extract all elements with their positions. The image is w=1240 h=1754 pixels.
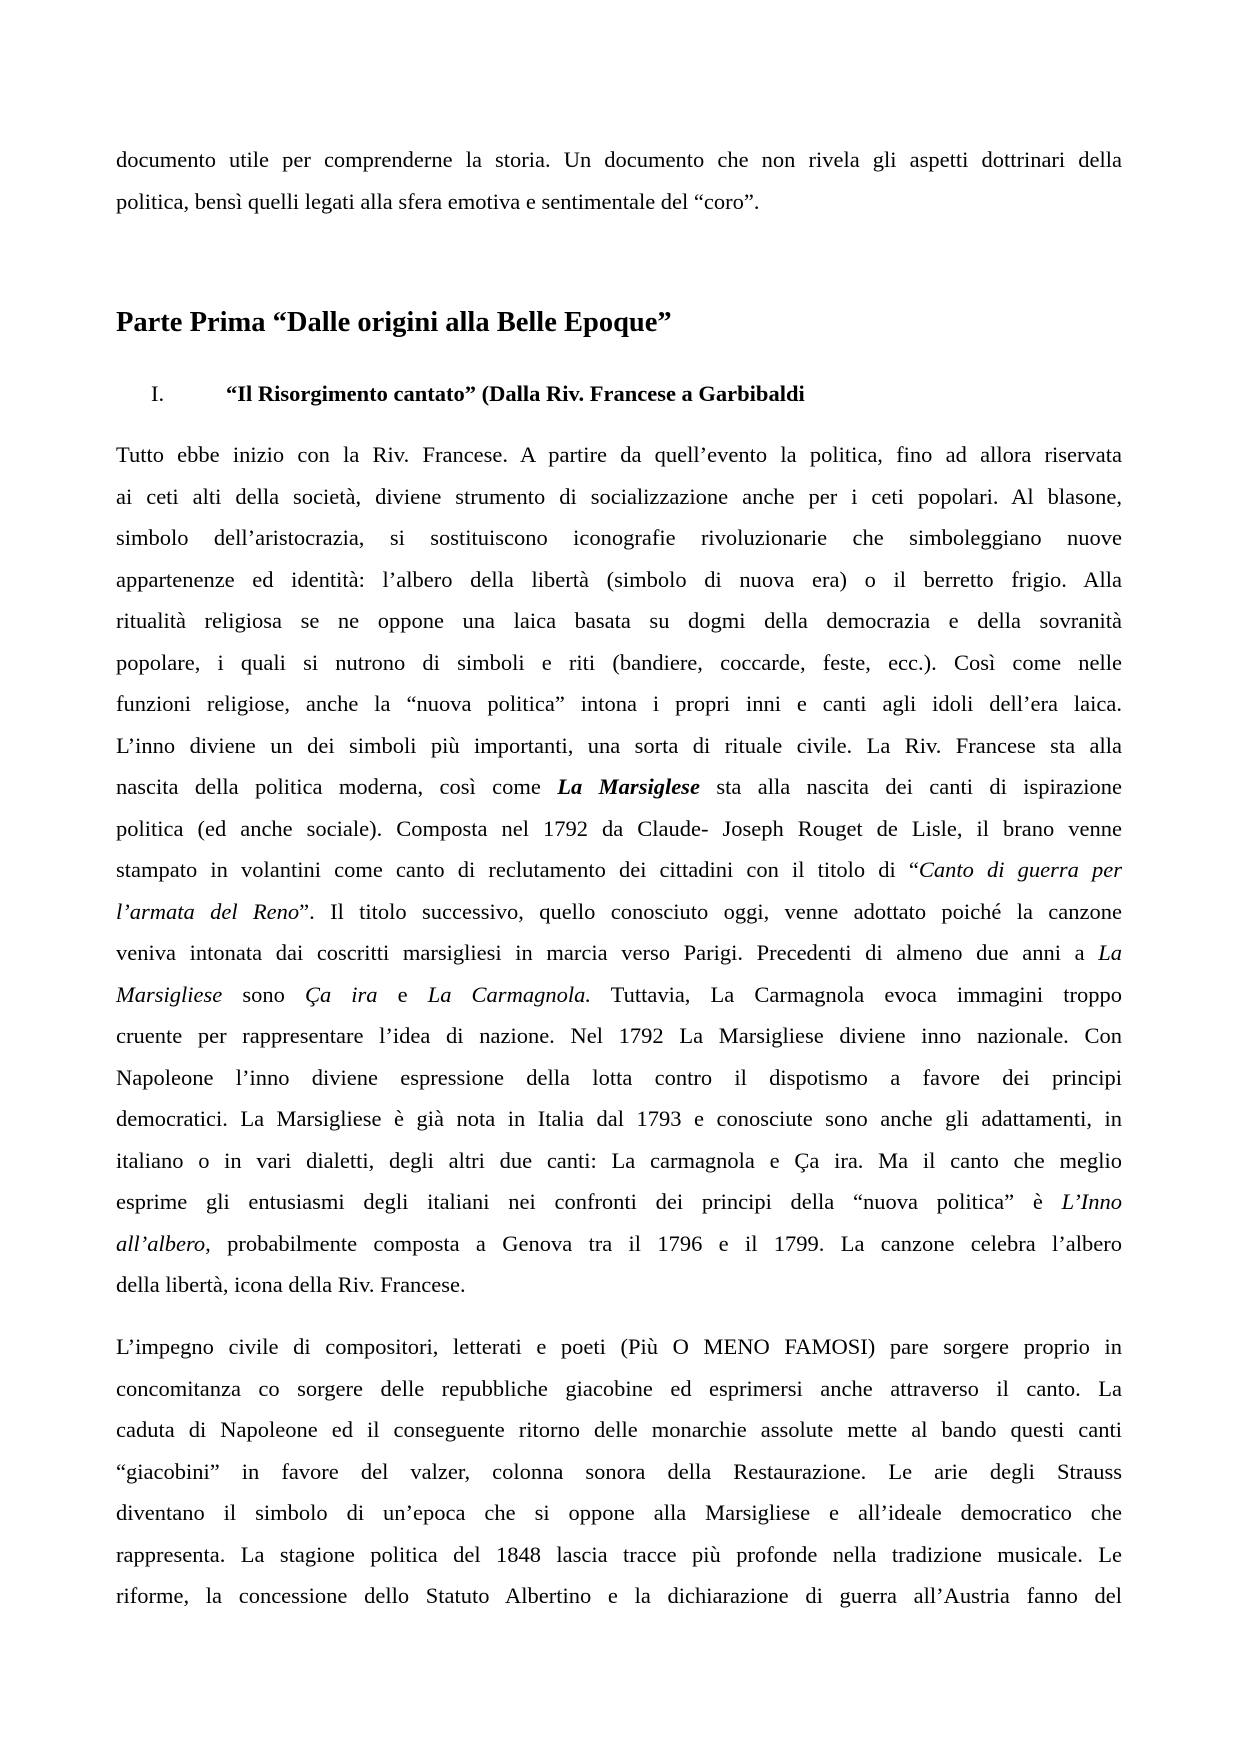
paragraph-line: riforme, la concessione dello Statuto Albertino e la dichiarazione di guerra all’Austria fanno del [116,1583,1122,1608]
paragraph-line [116,856,1122,884]
text-run: ”. Il titolo successivo, quello conosciuto oggi, venne adottato poiché la canzone [299,898,1122,924]
paragraph-line [116,773,1122,801]
paragraph-line: caduta di Napoleone ed il conseguente ritorno delle monarchie assolute mette al bando questi canti [116,1417,1122,1442]
chapter-title: “Il Risorgimento cantato” (Dalla Riv. Francese a Garbibaldi [226,381,805,406]
paragraph-line [116,1230,1122,1258]
text-run: e [377,981,428,1007]
text-run: , probabilmente composta a Genova tra il 1796 e il 1799. La canzone celebra l’albero [205,1230,1122,1256]
italic-title: all’albero [116,1230,206,1256]
section-heading: Parte Prima “Dalle origini alla Belle Epoque” [116,307,672,338]
text-run: Tuttavia, La Carmagnola evoca immagini troppo [590,981,1122,1007]
paragraph-line: appartenenze ed identità: l’albero della libertà (simbolo di nuova era) o il berretto frigio. Alla [116,566,1122,592]
paragraph-line: diventano il simbolo di un’epoca che si oppone alla Marsigliese e all’ideale democratico che [116,1500,1122,1525]
paragraph-line [116,981,1122,1009]
paragraph-line: concomitanza co sorgere delle repubbliche giacobine ed esprimersi anche attraverso il canto. La [116,1375,1122,1401]
text-run: sono [222,981,305,1007]
intro-line: politica, bensì quelli legati alla sfera emotiva e sentimentale del “coro”. [116,189,760,214]
italic-title: Marsigliese [116,981,223,1007]
paragraph-line: ai ceti alti della società, diviene strumento di socializzazione anche per i ceti popolari. Al blasone, [116,483,1122,509]
paragraph-line: popolare, i quali si nutrono di simboli e riti (bandiere, coccarde, feste, ecc.). Così come nelle [116,649,1122,675]
paragraph-line: “giacobini” in favore del valzer, colonna sonora della Restaurazione. Le arie degli Strauss [116,1458,1122,1484]
text-run: veniva intonata dai coscritti marsigliesi in marcia verso Parigi. Precedenti di almeno due anni a [116,940,1099,965]
paragraph-line: simbolo dell’aristocrazia, si sostituiscono iconografie rivoluzionarie che simboleggiano nuove [116,525,1122,550]
song-title-la-marsiglese: La Marsiglese [557,774,700,799]
paragraph-line: italiano o in vari dialetti, degli altri due canti: La carmagnola e Ça ira. Ma il canto che meglio [116,1147,1122,1173]
text-run: stampato in volantini come canto di reclutamento dei cittadini con il titolo di “ [116,857,919,882]
paragraph-line: Tutto ebbe inizio con la Riv. Francese. A partire da quell’evento la politica, fino ad allora riservata [116,442,1122,467]
italic-title: Canto di guerra per [918,857,1122,882]
chapter-number: I. [151,381,165,406]
paragraph-line [116,939,1122,967]
paragraph-line: cruente per rappresentare l’idea di nazione. Nel 1792 La Marsigliese diviene inno nazionale. Con [116,1023,1122,1048]
text-run: sta alla nascita dei canti di ispirazione [699,774,1122,799]
italic-title: La [1098,940,1122,965]
paragraph-line: ritualità religiosa se ne oppone una laica basata su dogmi della democrazia e della sovranità [116,608,1122,633]
italic-title: La Carmagnola. [427,981,591,1007]
paragraph-line: politica (ed anche sociale). Composta nel 1792 da Claude- Joseph Rouget de Lisle, il brano venne [116,815,1122,841]
paragraph-line: Napoleone l’inno diviene espressione della lotta contro il dispotismo a favore dei principi [116,1064,1122,1090]
italic-title: Ça ira [304,981,378,1007]
italic-title: L’Inno [1061,1189,1122,1214]
paragraph-line: funzioni religiose, anche la “nuova politica” intona i propri inni e canti agli idoli dell’era laica. [116,691,1122,716]
text-run: nascita della politica moderna, così come [116,774,558,799]
paragraph-line: L’inno diviene un dei simboli più importanti, una sorta di rituale civile. La Riv. Francese sta alla [116,732,1122,758]
paragraph-line [116,1188,1122,1216]
paragraph-line [116,898,1122,926]
text-run: esprime gli entusiasmi degli italiani nei confronti dei principi della “nuova politica” è [116,1189,1062,1214]
intro-line: documento utile per comprenderne la storia. Un documento che non rivela gli aspetti dottrinari della [116,147,1122,172]
paragraph-line: democratici. La Marsigliese è già nota in Italia dal 1793 e conosciute sono anche gli adattamenti, in [116,1106,1122,1131]
paragraph-line: della libertà, icona della Riv. Francese. [116,1272,466,1297]
italic-title: l’armata del Reno [116,898,300,924]
paragraph-line: rappresenta. La stagione politica del 1848 lascia tracce più profonde nella tradizione musicale. Le [116,1541,1122,1567]
paragraph-line: L’impegno civile di compositori, letterati e poeti (Più O MENO FAMOSI) pare sorgere proprio in [116,1334,1122,1359]
